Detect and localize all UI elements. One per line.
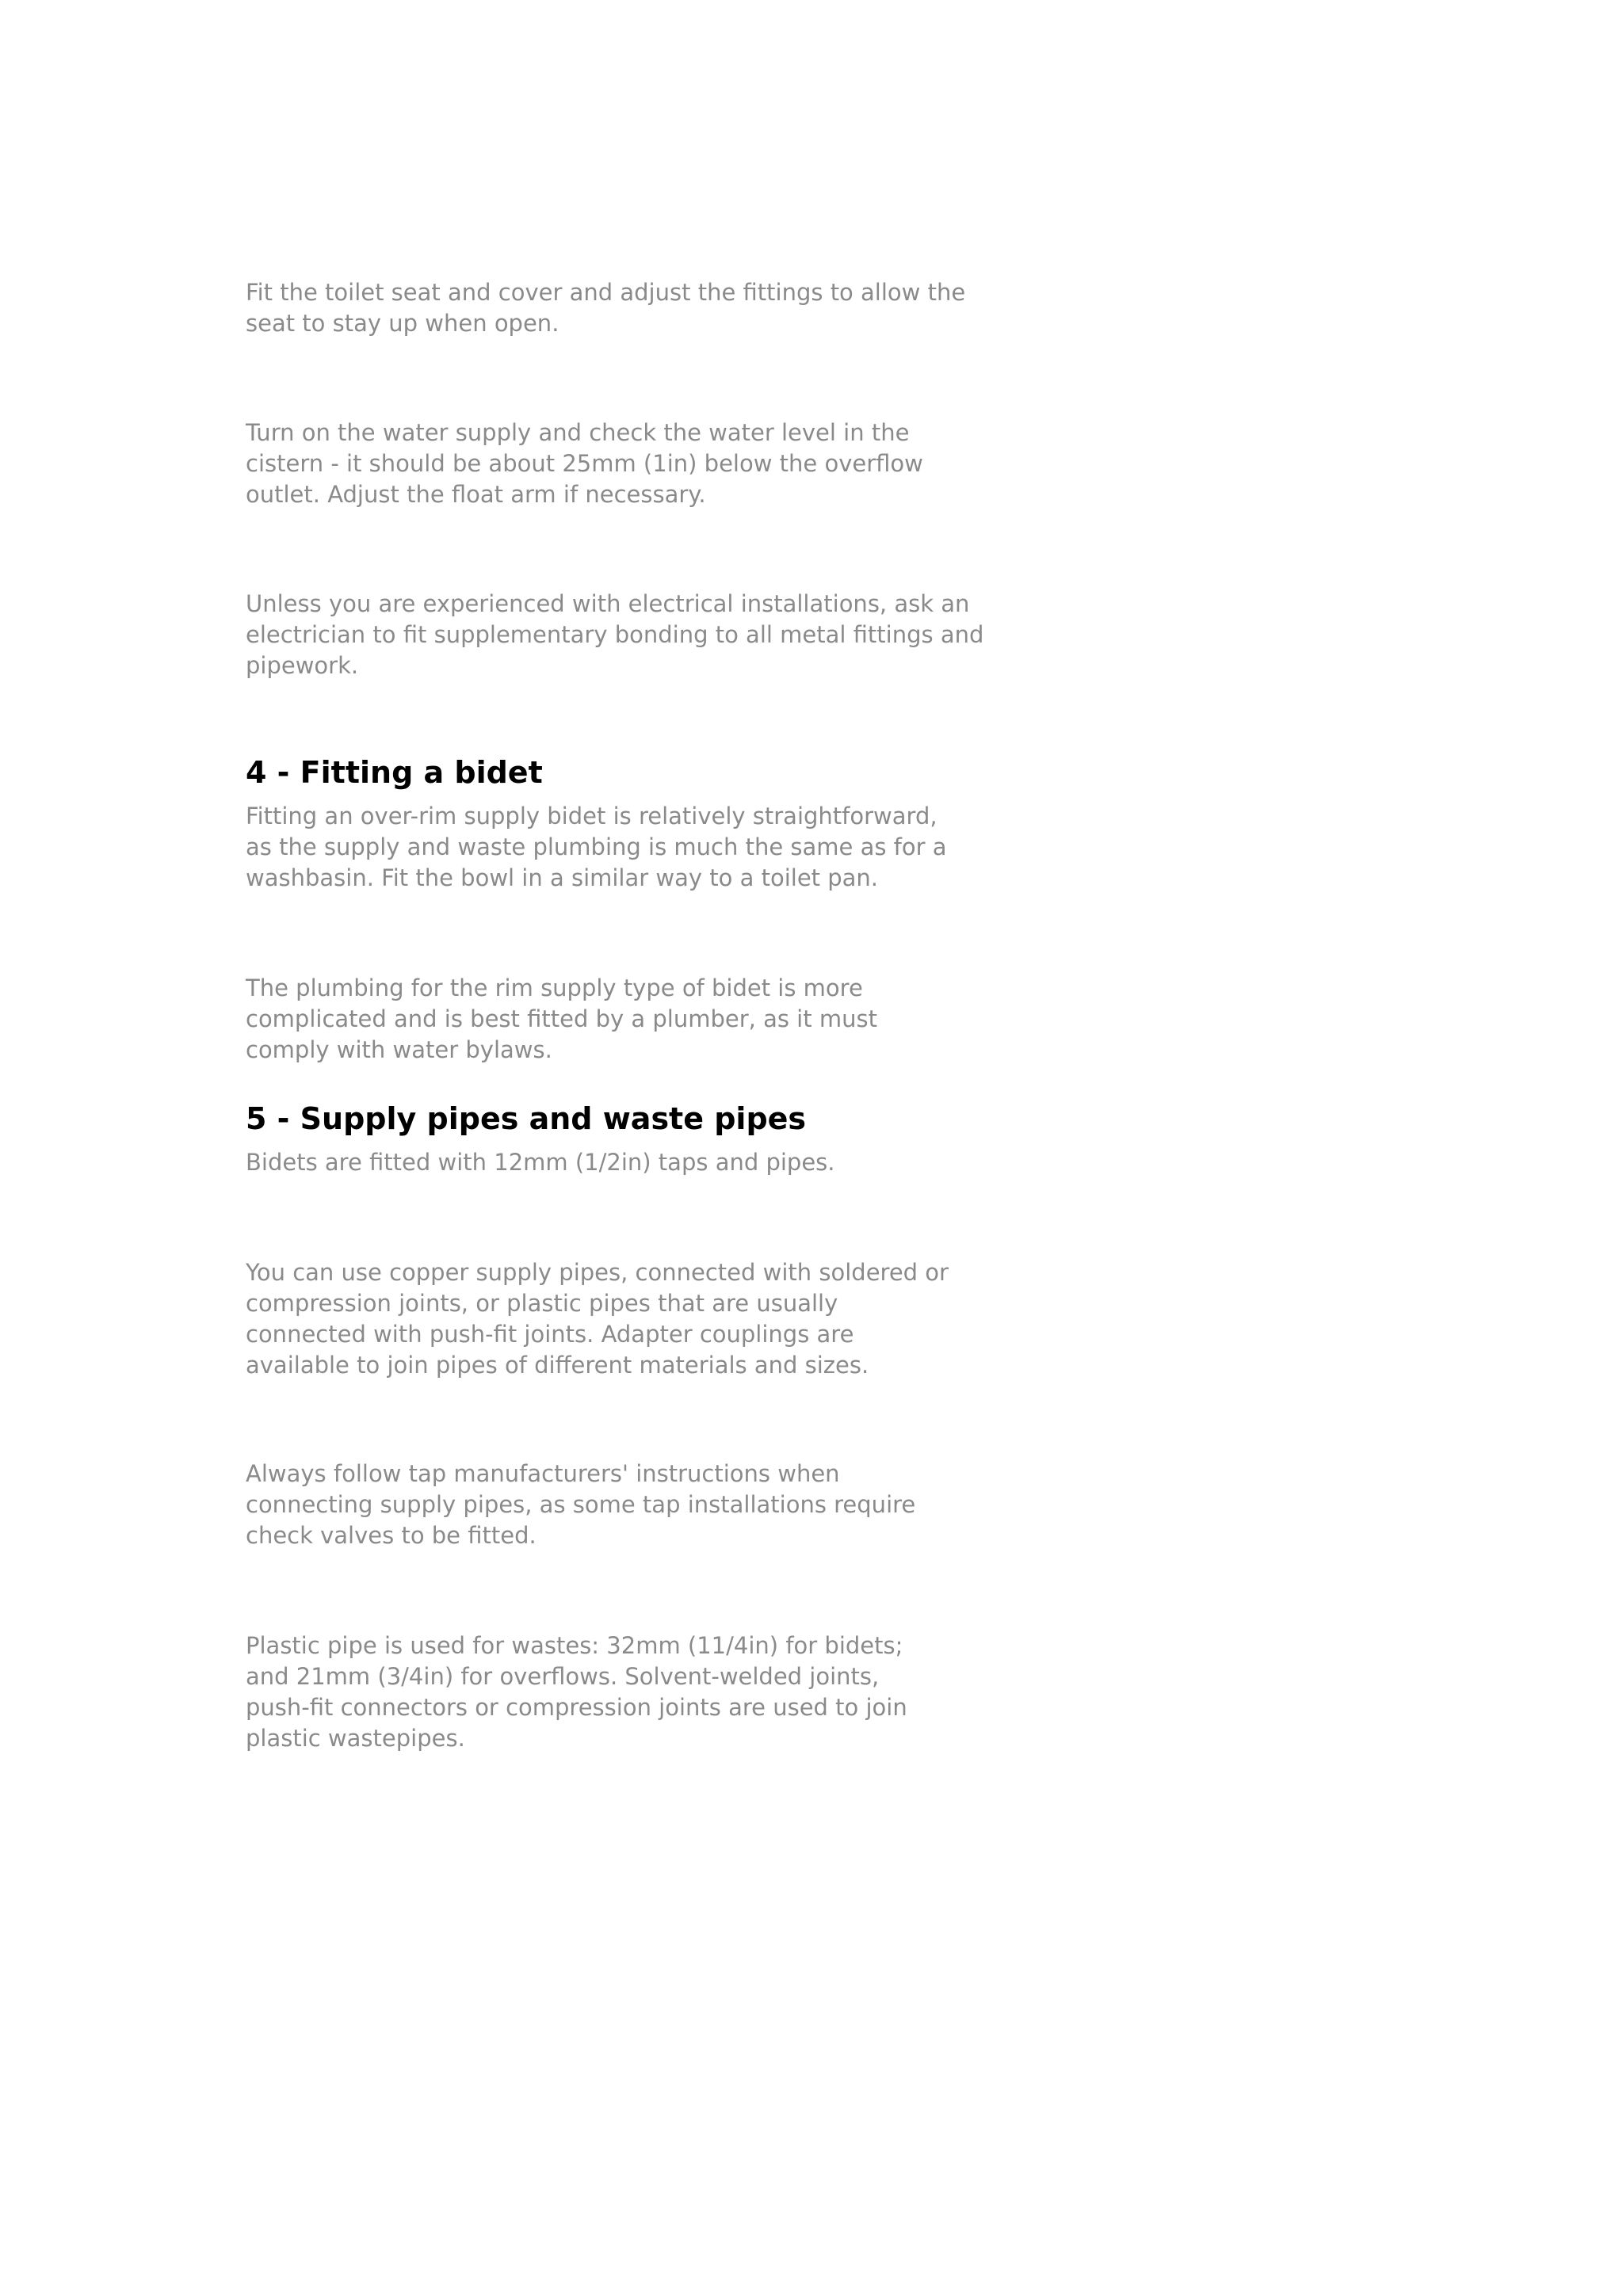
paragraph-water-supply: Turn on the water supply and check the water level in the cistern - it should be about 25mm (1in) below the overflow outlet. Adjust the float arm if necessary. <box>246 419 923 508</box>
paragraph-copper-plastic-pipes: You can use copper supply pipes, connected with soldered or compression joints, or plastic pipes that are usually connected with push-fit joints. Adapter couplings are available to join pipes of different materials and sizes. <box>246 1259 949 1379</box>
paragraph-tap-instructions: Always follow tap manufacturers' instructions when connecting supply pipes, as some tap installations require check valves to be fitted. <box>246 1460 916 1549</box>
paragraph-bidet-taps: Bidets are fitted with 12mm (1/2in) taps and pipes. <box>246 1149 835 1176</box>
paragraph-electrical-bonding: Unless you are experienced with electrical installations, ask an electrician to fit supplementary bonding to all metal fittings and pipework. <box>246 590 984 679</box>
paragraph-toilet-seat: Fit the toilet seat and cover and adjust the fittings to allow the seat to stay up when open. <box>246 279 966 337</box>
paragraph-rim-supply-bidet: The plumbing for the rim supply type of bidet is more complicated and is best fitted by a plumber, as it must comply with water bylaws. <box>246 974 877 1063</box>
section-heading-fitting-bidet: 4 - Fitting a bidet <box>246 755 543 790</box>
paragraph-over-rim-bidet: Fitting an over-rim supply bidet is relatively straightforward, as the supply and waste plumbing is much the same as for a washbasin. Fit the bowl in a similar way to a toilet pan. <box>246 803 947 891</box>
paragraph-plastic-wastes: Plastic pipe is used for wastes: 32mm (11/4in) for bidets; and 21mm (3/4in) for overflows. Solvent-welded joints, push-fit connectors or compression joints are used to join plastic wastepipes. <box>246 1632 907 1752</box>
section-heading-supply-waste-pipes: 5 - Supply pipes and waste pipes <box>246 1101 807 1136</box>
